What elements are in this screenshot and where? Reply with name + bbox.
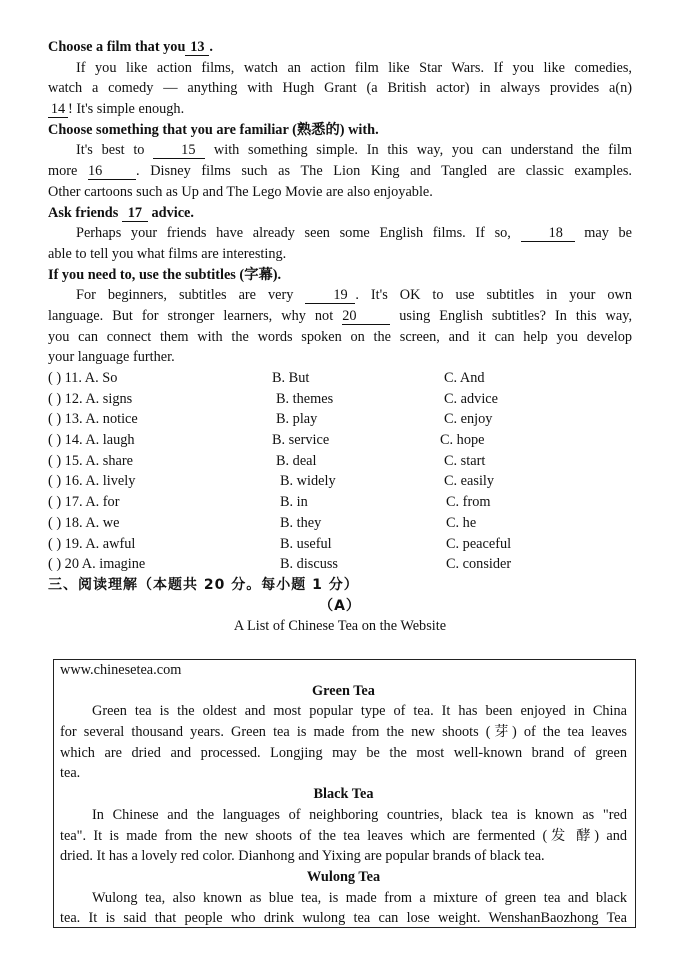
paragraph-line: tea". It is made from the new shoots of the tea leaves which are fermented (发 酵) and (60, 827, 627, 844)
paragraph-line: able to tell you what films are interesting. (48, 245, 287, 262)
question-list (48, 368, 632, 575)
blank-18: 18 (521, 225, 575, 242)
question-row: ( ) 16. A. lively B. widely C. easily (48, 473, 495, 490)
blank-20: 20 (342, 308, 390, 325)
blank-13: 13 (185, 39, 209, 56)
question-row: ( ) 15. A. share B. deal C. start (48, 452, 486, 469)
paragraph-line: language. But for stronger learners, why not 20 using English subtitles? In this way, (48, 307, 632, 324)
paragraph-line: for several thousand years. Green tea is made from the new shoots (芽) of the tea leaves (60, 724, 627, 741)
paragraph-line: tea. (60, 765, 81, 782)
question-row: ( ) 14. A. laugh B. service C. hope (48, 432, 485, 449)
blank-15: 15 (153, 142, 205, 159)
paragraph-line: which are dried and processed. Longjing may be the most well-known brand of green (60, 744, 627, 761)
paragraph-line: For beginners, subtitles are very 19 . It's OK to use subtitles in your own (76, 287, 632, 304)
paragraph-line: In Chinese and the languages of neighboring countries, black tea is known as "red (92, 806, 627, 823)
paragraph-line: Green tea is the oldest and most popular type of tea. It has been enjoyed in China (92, 703, 627, 720)
paragraph-line: Perhaps your friends have already seen some English films. If so, 18 may be (76, 225, 632, 242)
paragraph-line: more 16 . Disney films such as The Lion King and Tangled are classic examples. (48, 163, 632, 180)
paragraph-line: your language further. (48, 349, 175, 366)
question-row: ( ) 20 A. imagine B. discuss C. consider (48, 556, 512, 573)
paragraph-line: Wulong tea, also known as blue tea, is made from a mixture of green tea and black (92, 889, 627, 906)
part-label: （A） (319, 597, 361, 614)
paragraph-line: you can connect them with the words spoken on the screen, and it can help you develop (48, 328, 632, 345)
question-row: ( ) 17. A. for B. in C. from (48, 494, 491, 511)
question-row: ( ) 12. A. signs B. themes C. advice (48, 390, 498, 407)
green-tea-title: Green Tea (312, 682, 375, 699)
question-row: ( ) 11. A. So B. But C. And (48, 370, 485, 386)
question-row: ( ) 19. A. awful B. useful C. peaceful (48, 535, 512, 552)
question-row: ( ) 13. A. notice B. play C. enjoy (48, 411, 493, 428)
cloze-passage (48, 37, 632, 637)
paragraph-line: dried. It has a lovely red color. Dianhong and Yixing are popular brands of black tea. (60, 848, 545, 865)
tea-list-box (53, 659, 636, 928)
question-row: ( ) 18. A. we B. they C. he (48, 514, 477, 531)
paragraph-line: 14 ! It's simple enough. (48, 99, 632, 120)
list-title: A List of Chinese Tea on the Website (233, 618, 447, 635)
paragraph-line: It's best to 15 with something simple. In this way, you can understand the film (76, 142, 632, 159)
blank-16: 16 (88, 163, 136, 180)
blank-14: 14 (48, 101, 68, 118)
heading-ask-friends: Ask friends 17 advice. (48, 204, 194, 221)
blank-17: 17 (122, 205, 148, 222)
website-url: www.chinesetea.com (60, 662, 182, 678)
paragraph-line: Other cartoons such as Up and The Lego Movie are also enjoyable. (48, 183, 433, 200)
blank-19: 19 (305, 287, 355, 304)
black-tea-title: Black Tea (313, 786, 374, 803)
wulong-tea-title: Wulong Tea (306, 868, 381, 885)
paragraph-line: tea. It is said that people who drink wulong tea can lose weight. WenshanBaozhong Tea (60, 910, 627, 927)
heading-choose-film: Choose a film that you 13 . (48, 39, 213, 55)
paragraph-line: If you like action films, watch an action film like Star Wars. If you like comedies, (76, 59, 632, 76)
section-title: 三、阅读理解（本题共 20 分。每小题 1 分） (48, 576, 359, 593)
paragraph-line: watch a comedy — anything with Hugh Grant (a British actor) in always provides a(n) (48, 80, 632, 97)
heading-subtitles: If you need to, use the subtitles (字幕). (48, 266, 282, 283)
heading-familiar: Choose something that you are familiar (熟悉的) with. (48, 121, 379, 138)
